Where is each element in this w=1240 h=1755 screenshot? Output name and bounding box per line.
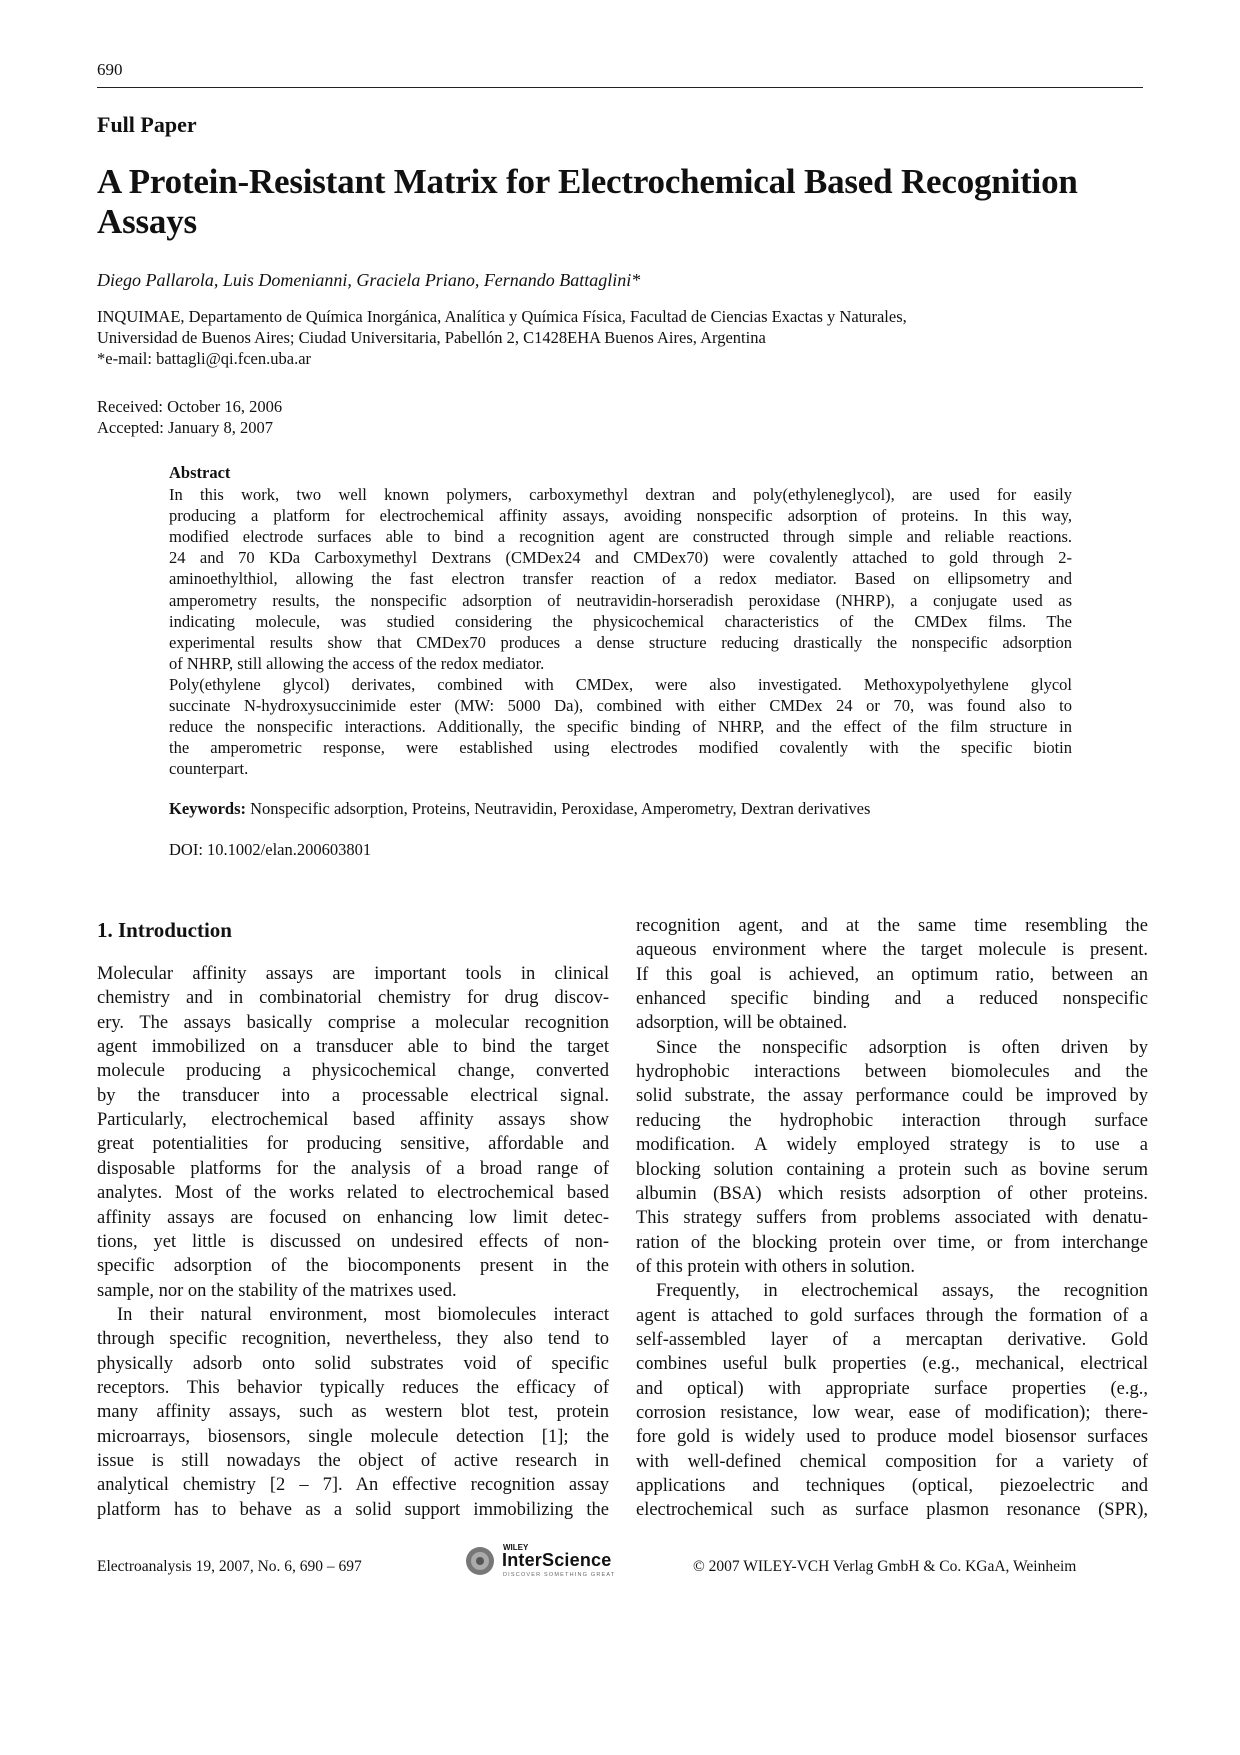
paragraph-line: Molecular affinity assays are important tools in clinical (97, 964, 609, 984)
paragraph-line: adsorption, will be obtained. (636, 1013, 848, 1034)
paragraph-line: by the transducer into a processable electrical signal. (97, 1085, 609, 1106)
paragraph-line: recognition agent, and at the same time resembling the (636, 916, 1148, 936)
abstract-line: experimental results show that CMDex70 produces a dense structure reducing drastically the nonspecific adsorption (169, 632, 1072, 652)
keywords-text: Nonspecific adsorption, Proteins, Neutravidin, Peroxidase, Amperometry, Dextran derivatives (250, 799, 871, 818)
author-list: Diego Pallarola, Luis Domenianni, Graciela Priano, Fernando Battaglini* (97, 270, 641, 290)
received-date: Received: October 16, 2006 (97, 397, 283, 416)
paragraph-line: specific adsorption of the biocomponents present in the (97, 1256, 609, 1277)
footer-copyright: © 2007 WILEY-VCH Verlag GmbH & Co. KGaA, Weinheim (693, 1558, 1077, 1575)
footer-citation: Electroanalysis 19, 2007, No. 6, 690 – 697 (97, 1558, 362, 1575)
header-rule (97, 87, 1143, 88)
paragraph-line: Particularly, electrochemical based affinity assays show (97, 1110, 609, 1131)
paragraph-line: aqueous environment where the target molecule is present. (636, 940, 1148, 961)
abstract-line: the amperometric response, were established using electrodes modified covalently with the specific biotin (169, 738, 1072, 758)
abstract-line: 24 and 70 KDa Carboxymethyl Dextrans (CMDex24 and CMDex70) were covalently attached to gold through 2- (169, 548, 1072, 568)
abstract-line: indicating molecule, was studied considering the physicochemical characteristics of the CMDex films. The (169, 611, 1072, 631)
abstract-line: reduce the nonspecific interactions. Additionally, the specific binding of NHRP, and the effect of the film structure in (169, 717, 1072, 737)
paragraph-line: hydrophobic interactions between biomolecules and the (636, 1062, 1148, 1083)
section-type: Full Paper (97, 112, 197, 137)
abstract-line: succinate N-hydroxysuccinimide ester (MW: 5000 Da), combined with either CMDex 24 or 70, was found also to (169, 696, 1072, 715)
paragraph-line: chemistry and in combinatorial chemistry for drug discov- (97, 988, 609, 1009)
paragraph-line: albumin (BSA) which resists adsorption of other proteins. (636, 1183, 1148, 1204)
abstract-line: amperometry results, the nonspecific adsorption of neutravidin-horseradish peroxidase (NHRP), a conjugate used as (169, 590, 1072, 610)
section-heading-introduction: 1. Introduction (97, 918, 232, 942)
abstract-line: producing a platform for electrochemical affinity assays, avoiding nonspecific adsorption of proteins. In this way, (169, 506, 1072, 526)
paragraph-line: molecule producing a physicochemical change, converted (97, 1061, 609, 1082)
paragraph-line: Frequently, in electrochemical assays, the recognition (656, 1281, 1148, 1302)
logo-wiley-text: WILEY (503, 1543, 529, 1552)
paragraph-line: self-assembled layer of a mercaptan derivative. Gold (636, 1329, 1148, 1350)
abstract-line: Poly(ethylene glycol) derivates, combined with CMDex, were also investigated. Methoxypolyethylene glycol (169, 674, 1072, 694)
paragraph-line: microarrays, biosensors, single molecule detection [1]; the (97, 1426, 609, 1447)
page-number: 690 (97, 60, 123, 79)
paragraph-line: sample, nor on the stability of the matrixes used. (97, 1280, 457, 1301)
paragraph-line: blocking solution containing a protein such as bovine serum (636, 1159, 1148, 1180)
paragraph-line: agent immobilized on a transducer able to bind the target (97, 1037, 609, 1058)
paragraph-line: affinity assays are focused on enhancing low limit detec- (97, 1207, 609, 1228)
paragraph-line: receptors. This behavior typically reduces the efficacy of (97, 1377, 609, 1398)
abstract-heading: Abstract (169, 463, 231, 482)
accepted-date: Accepted: January 8, 2007 (97, 418, 273, 437)
paragraph-line: Since the nonspecific adsorption is often driven by (656, 1037, 1148, 1058)
paragraph-line: fore gold is widely used to produce model biosensor surfaces (636, 1427, 1148, 1448)
paragraph-line: enhanced specific binding and a reduced nonspecific (636, 989, 1148, 1010)
abstract-line: aminoethylthiol, allowing the fast electron transfer reaction of a redox mediator. Based on ellipsometry and (169, 569, 1072, 589)
paragraph-line: modification. A widely employed strategy is to use a (636, 1135, 1148, 1156)
paragraph-line: applications and techniques (optical, piezoelectric and (636, 1476, 1148, 1497)
paragraph-line: analytes. Most of the works related to electrochemical based (97, 1183, 609, 1204)
paragraph-line: issue is still nowadays the object of active research in (97, 1451, 609, 1471)
paragraph-line: agent is attached to gold surfaces through the formation of a (636, 1305, 1148, 1326)
paragraph-line: through specific recognition, nevertheless, they also tend to (97, 1329, 609, 1350)
paragraph-line: disposable platforms for the analysis of a broad range of (97, 1158, 609, 1179)
doi: DOI: 10.1002/elan.200603801 (169, 840, 372, 859)
paragraph-line: electrochemical such as surface plasmon resonance (SPR), (636, 1500, 1148, 1521)
affiliation-line: INQUIMAE, Departamento de Química Inorgánica, Analítica y Química Física, Facultad de Ciencias Exactas y Naturales, (97, 307, 907, 326)
affiliation-line: Universidad de Buenos Aires; Ciudad Universitaria, Pabellón 2, C1428EHA Buenos Aires, Argentina (97, 328, 766, 347)
paragraph-line: and optical) with appropriate surface properties (e.g., (636, 1378, 1148, 1399)
paragraph-line: combines useful bulk properties (e.g., mechanical, electrical (636, 1354, 1148, 1375)
logo-tagline: DISCOVER SOMETHING GREAT (503, 1572, 616, 1578)
paragraph-line: with well-defined chemical composition for a variety of (636, 1451, 1148, 1472)
logo-interscience-text: InterScience (502, 1550, 612, 1570)
paragraph-line: platform has to behave as a solid support immobilizing the (97, 1499, 609, 1520)
paragraph-line: analytical chemistry [2 – 7]. An effective recognition assay (97, 1475, 609, 1496)
abstract-line: In this work, two well known polymers, carboxymethyl dextran and poly(ethyleneglycol), are used for easily (169, 485, 1072, 504)
corresponding-email: *e-mail: battagli@qi.fcen.uba.ar (97, 349, 312, 368)
paragraph-line: many affinity assays, such as western blot test, protein (97, 1402, 609, 1423)
paragraph-line: solid substrate, the assay performance could be improved by (636, 1086, 1148, 1107)
paragraph-line: reducing the hydrophobic interaction through surface (636, 1110, 1148, 1131)
paragraph-line: ration of the blocking protein over time, or from interchange (636, 1232, 1148, 1253)
paragraph-line: corrosion resistance, low wear, ease of modification); there- (636, 1403, 1148, 1423)
paragraph-line: If this goal is achieved, an optimum ratio, between an (636, 964, 1148, 985)
paragraph-line: great potentialities for producing sensitive, affordable and (97, 1134, 609, 1155)
keywords-label: Keywords: (169, 799, 246, 818)
paragraph-line: of this protein with others in solution. (636, 1256, 916, 1277)
abstract-line: of NHRP, still allowing the access of the redox mediator. (169, 653, 545, 673)
abstract-line: modified electrode surfaces able to bind a recognition agent are constructed through simple and reliable reactions. (169, 527, 1072, 547)
abstract-line: counterpart. (169, 759, 249, 779)
keywords (169, 799, 870, 819)
paragraph-line: This strategy suffers from problems associated with denatu- (636, 1208, 1148, 1229)
paragraph-line: physically adsorb onto solid substrates void of specific (97, 1353, 609, 1374)
paragraph-line: In their natural environment, most biomolecules interact (117, 1304, 609, 1325)
paragraph-line: ery. The assays basically comprise a molecular recognition (97, 1012, 609, 1033)
paragraph-line: tions, yet little is discussed on undesired effects of non- (97, 1231, 609, 1252)
paper-title: A Protein-Resistant Matrix for Electrochemical Based Recognition Assays (97, 162, 1078, 241)
